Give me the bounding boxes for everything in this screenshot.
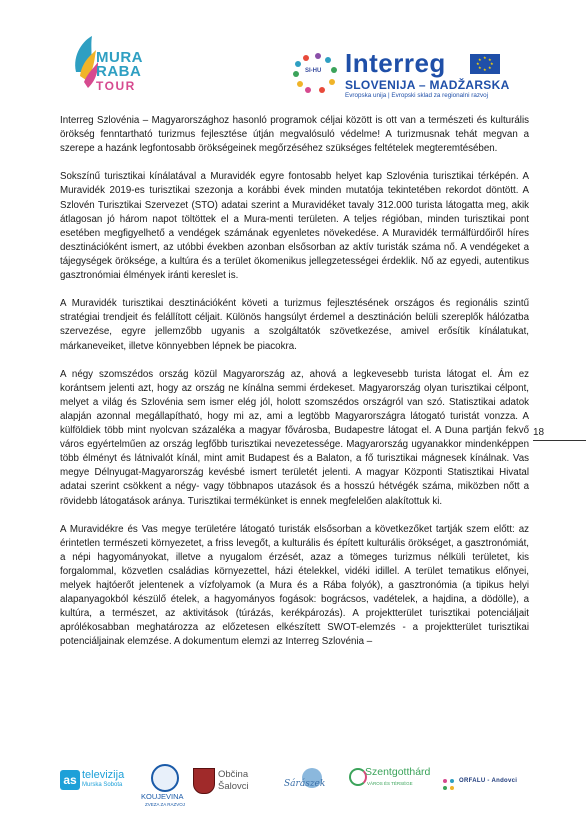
televizija-icon: as: [60, 770, 80, 790]
szentgotthard-name: Szentgotthárd: [365, 766, 431, 778]
salovci-name-line2: Šalovci: [218, 781, 249, 792]
logo-text-raba: RABA: [96, 63, 142, 80]
koujevina-sub: ZVEZA ZA RAZVOJ: [145, 802, 186, 807]
szentgotthard-sub: VÁROS ÉS TÉRSÉGE: [367, 781, 413, 786]
orfalu-logo: [442, 764, 528, 812]
salovci-logo: [193, 764, 263, 812]
logo-text-tour: TOUR: [96, 79, 136, 93]
page-number: 18: [533, 427, 545, 438]
orfalu-name: ORFALU - Andovci: [459, 778, 518, 784]
interreg-wordmark: Interreg: [345, 48, 446, 78]
paragraph-5: A Muravidékre és Vas megye területére látogató turisták elsősorban a következőket tartják szem előtt: az érintetlen természeti környezetet, a friss levegőt, a kulturális és épített kulturális örökséget, a gasztronómiát, a népi hagyományokat, illetve a nyugalom érzését, azaz a tömeges turizmus nélküli területet, kis forgalommal, közvetlen családias környezettel, házi ételekkel, vidéki idillel. A terület tematikus előnyei, melyek hajtóerőt jelentenek a vízfolyamok (a Mura és a Rába folyók), a gasztronómia (a tipikus helyi alapanyagokból készülő ételek, a hagyományos fogások: bográcsos, vadételek, a hajdina, a dödölle), a kultúra, a természet, az aktivitások (túrázás, kerékpározás). A projektterület turisztikai potenciáljait aprólékosabban meghatározza az előzetesen elkészített SWOT-elemzés - a projektterület turisztikai potenciáljainak elemzése. A dokumentum elemzi az Interreg Szlovénia –: [60, 523, 529, 648]
paragraph-2: Sokszínű turisztikai kínálatával a Muravidék egyre fontosabb helyet kap Szlovénia turisztikai térképén. A Muravidék 2019-es turisztikai szezonja a korábbi évek minden mutatója tekintetében rekordot döntött. A Szlovén Turisztikai Szervezet (STO) adatai szerint a Muravidéket tavaly 312.000 turista látogatta meg, akik átlagosan jó három napot töltöttek el a Mura-menti területen. A teljes régióban, minden turisztikai pont esetében megfigyelhető a vendégek számának egyenletes növekedése. A Muravidék termálfürdőiről híres desztinációként ismert, az utóbbi években azonban elsősorban az aktív turisták száma nő. A vendégeket a tájegységek öröksége, a kultúra és a terület ökomenikus jellegzetességei érdeklik. Nő az egyedi, autentikus gasztronómiai élmények iránti kereslet is.: [60, 171, 529, 282]
koujevina-seal-icon: [151, 764, 179, 792]
skul-logo: [284, 764, 344, 812]
televizija-logo: [58, 764, 138, 812]
page-number-rule: [533, 440, 586, 441]
televizija-sub: Murska Sobota: [82, 782, 123, 788]
szentgotthard-logo: [345, 764, 437, 812]
televizija-name: televizija: [82, 769, 125, 781]
salovci-name-line1: Občina: [218, 769, 249, 780]
logo-text-mura: MURA: [96, 49, 143, 66]
koujevina-name: KOUJEVINA: [141, 792, 184, 801]
eu-flag-icon: ★ ★ ★ ★ ★ ★ ★ ★: [470, 54, 500, 74]
si-hu-badge: SI-HU: [305, 68, 322, 74]
salovci-crest-icon: [193, 768, 215, 794]
document-body: [60, 114, 529, 664]
koujevina-logo: [141, 764, 193, 812]
partner-logos-footer: [58, 764, 528, 812]
paragraph-4: A négy szomszédos ország közül Magyarország az, ahová a legkevesebb turista látogat el. Ám ez korántsem jelenti azt, hogy az ország ne kínálna semmi érdekeset. Magyarország olyan turisztikai célpont, melyet a világ és Szlovénia sem ismer elég jól, holott szomszédos országról van szó. Statisztikai adatok alapján azonnal megállapítható, hogy mi az, ami a legtöbb Magyarországra látogató turistát vonzza. A külföldiek több mint nyolcvan százaléka a magyar fővárosba, Budapestre látogat el. A Duna partján fekvő város egyértelműen az ország legfőbb turisztikai nevezetessége. Magyarország ugyanakkor mindenképpen több élményt és látnivalót kínál, mint amit Budapest és a Balaton, a fő turisztikai mágnesek kínálnak. Vas megye Délnyugat-Magyarország kevésbé ismert területét jelenti. A magyar Központi Statisztikai Hivatal adatai szerint csökkent a négy- vagy többnapos utazások és a hosszú hétvégék száma, miközben nőtt a rövidebb látogatások aránya. Turisztikai termékünket is ennek megfelelően alakítottuk ki.: [60, 368, 529, 507]
paragraph-1: Interreg Szlovénia – Magyarországhoz hasonló programok céljai között is ott van a természeti és kulturális örökség fenntartható turizmus fejlesztése útján megvalósuló védelme! A turizmusnak tehát megvan a szerepe a hazánk legfontosabb örökségeinek megőrzéséhez szükséges feltételek megteremtésében.: [60, 115, 529, 155]
interreg-country-label: SLOVENIJA – MADŽARSKA: [345, 78, 510, 92]
interreg-swirl-icon: [292, 52, 340, 96]
interreg-fund-label: Evropska unija | Evropski sklad za regionalni razvoj: [345, 92, 489, 99]
orfalu-dots-icon: [442, 778, 456, 792]
page-header: [0, 0, 586, 110]
paragraph-3: A Muravidék turisztikai desztinációként követi a turizmus fejlesztésének országos és regionális szintű stratégiai trendjeit és felállított céljait. Különös hangsúlyt érdemel a desztináción belüli szereplők hálózatba szervezése, egyre jellemzőbb ugyanis a szolgáltatók szövetkezése, amivel erősítik kínálatukat, márkaneveiket, illetve könnyebben lépnek be piacokra.: [60, 298, 529, 352]
skul-name: Sárászek: [284, 779, 326, 789]
